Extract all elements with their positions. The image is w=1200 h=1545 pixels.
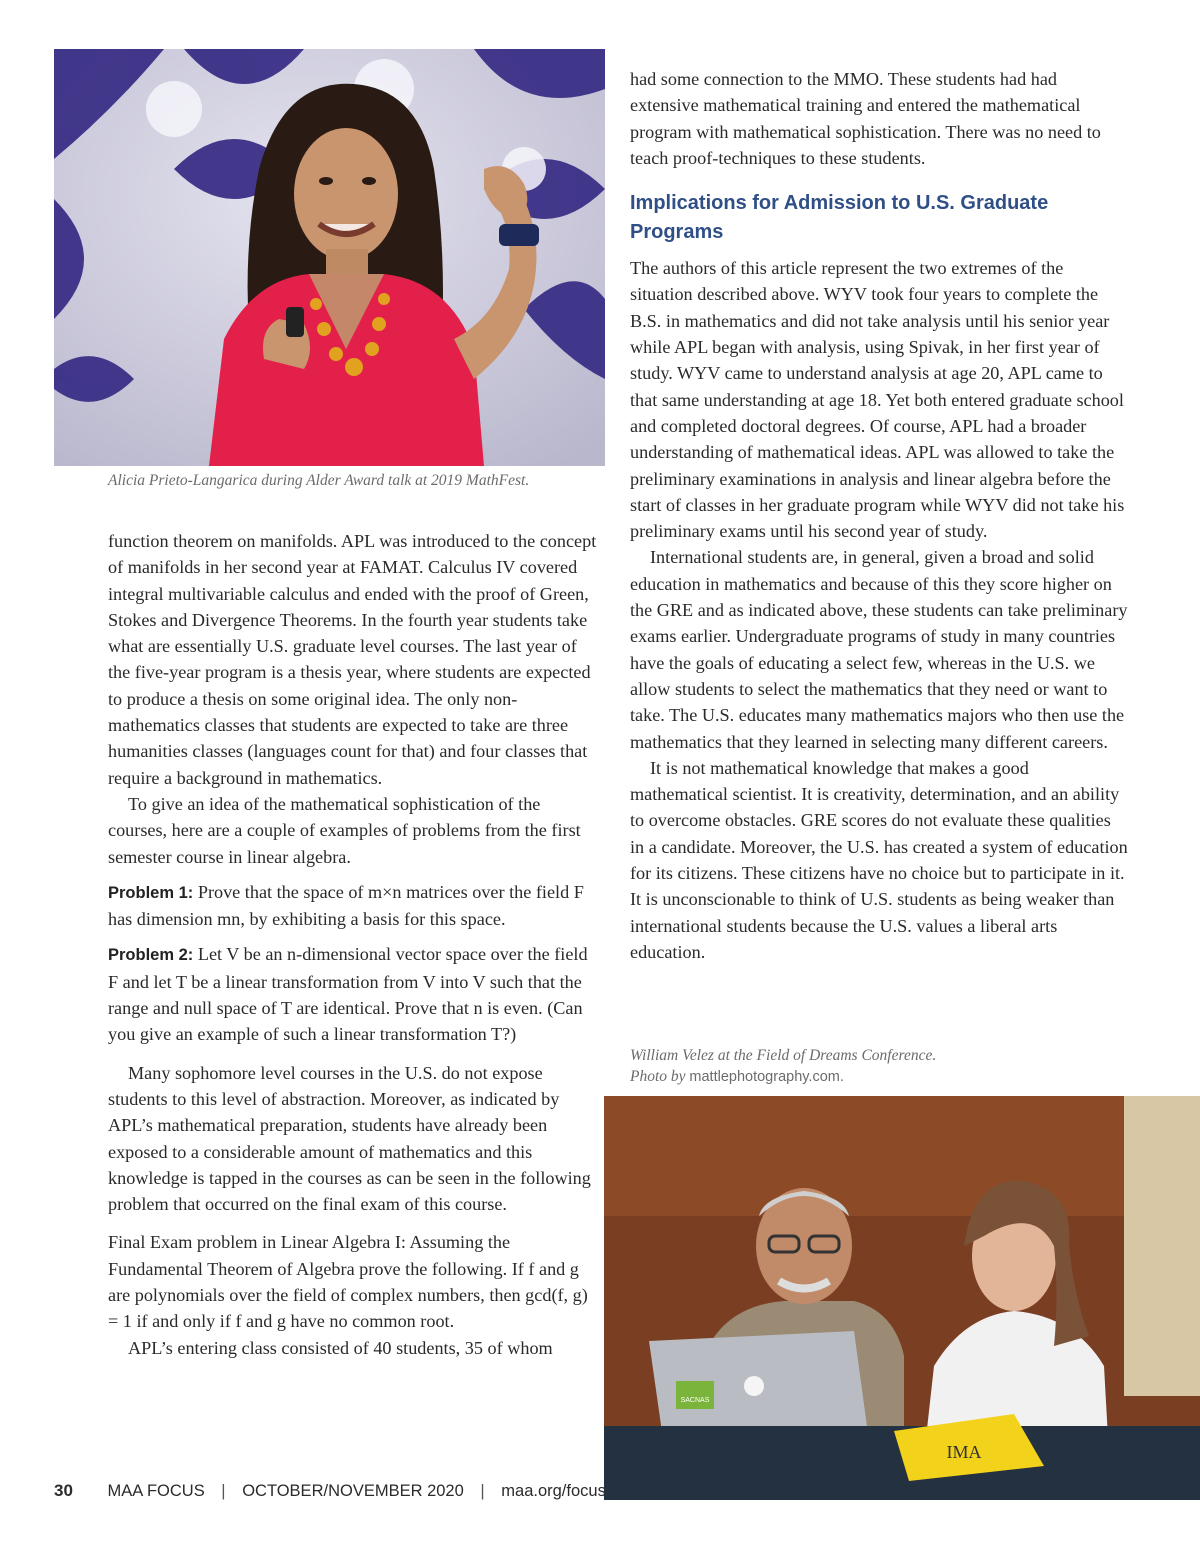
final-exam-problem: Final Exam problem in Linear Algebra I: Assuming the Fundamental Theorem of Algebra prove the following. If f and g are polynomials over the field of complex numbers, then gcd(f, g) = 1 if and only if f and g have no common root. <box>108 1232 588 1332</box>
speaker-photo-caption <box>108 470 608 491</box>
photo-credit <box>630 1066 1050 1088</box>
paragraph: To give an idea of the mathematical sophistication of the courses, here are a couple of examples of problems from the first semester course in linear algebra. <box>108 793 581 867</box>
caption-text: Alicia Prieto-Langarica during Alder Award talk at 2019 MathFest. <box>108 472 530 489</box>
paragraph: function theorem on manifolds. APL was introduced to the concept of manifolds in her second year at FAMAT. Calculus IV covered integral multivariable calculus and ended with the proof of Green, Stokes and Divergence Theorems. In the fourth year students take what are essentially U.S. graduate level courses. The last year of the five-year program is a thesis year, where students are expected to produce a thesis on some original idea. The only non-mathematics classes that students are expected to take are three humanities classes (languages count for that) and four classes that require a background in mathematics. <box>108 531 597 788</box>
separator: | <box>480 1482 485 1500</box>
speaker-photo <box>54 49 605 466</box>
sign-text: IMA <box>946 1442 982 1462</box>
problem-label: Problem 2: <box>108 946 194 965</box>
sticker-text: SACNAS <box>680 1397 710 1404</box>
credit-prefix: Photo by <box>630 1068 686 1085</box>
problem-2 <box>108 941 600 1047</box>
credit-site: mattlephotography.com. <box>689 1069 844 1085</box>
paragraph: The authors of this article represent the two extremes of the situation described above. WYV took four years to complete the B.S. in mathematics and did not take analysis until his senior year while APL began with analysis, using Spivak, in her first year of study. WYV came to understand analysis at age 20, APL came to that same understanding at age 18. Yet both entered graduate school and completed doctoral degrees. Of course, APL had a broader understanding of mathematical ideas. APL was allowed to take the preliminary examinations in analysis and linear algebra before the start of classes in her graduate program while WYV did not take his preliminary exams until his second year of study. <box>630 258 1125 542</box>
issue-date: OCTOBER/NOVEMBER 2020 <box>242 1482 464 1500</box>
conference-photo-caption <box>630 1045 1050 1088</box>
problem-1 <box>108 879 600 933</box>
paragraph: It is not mathematical knowledge that makes a good mathematical scientist. It is creativity, determination, and an ability to overcome obstacles. GRE scores do not evaluate these qualities in a candidate. Moreover, the U.S. has created a system of education for its citizens. These citizens have no choice but to participate in it. It is unconscionable to think of U.S. students as being weaker than international students because the U.S. values a liberal arts education. <box>630 757 1128 962</box>
problem-text: Prove that the space of m×n matrices over the field F has dimension mn, by exhibiting a basis for this space. <box>108 881 584 930</box>
problem-text: Let V be an n-dimensional vector space over the field F and let T be a linear transformation from V into V such that the range and null space of T are identical. Prove that n is even. (Can you give an example of such a linear transformation T?) <box>108 944 588 1045</box>
paragraph: International students are, in general, given a broad and solid education in mathematics and because of this they score higher on the GRE and as indicated above, these students can take preliminary exams earlier. Undergraduate programs of study in many countries have the goals of educating a select few, whereas in the U.S. we allow students to select the mathematics that they need or want to take. The U.S. educates many mathematics majors who then use the mathematics that they learned in selecting many different careers. <box>630 547 1128 752</box>
paragraph: Many sophomore level courses in the U.S. do not expose students to this level of abstraction. Moreover, as indicated by APL’s mathematical preparation, students have already been exposed to a considerable amount of mathematics and this knowledge is tapped in the courses as can be seen in the following problem that occurred on the final exam of this course. <box>108 1062 591 1215</box>
right-column <box>630 66 1128 965</box>
caption-text: William Velez at the Field of Dreams Conference. <box>630 1047 937 1064</box>
problem-label: Problem 1: <box>108 883 194 902</box>
conference-photo <box>604 1096 1200 1500</box>
paragraph: had some connection to the MMO. These students had had extensive mathematical training and entered the mathematical program with mathematical sophistication. There was no need to teach proof-techniques to these students. <box>630 69 1101 168</box>
site-url[interactable]: maa.org/focus <box>501 1482 606 1500</box>
page-number: 30 <box>54 1481 73 1500</box>
section-heading: Implications for Admission to U.S. Graduate Programs <box>630 192 1049 244</box>
separator: | <box>221 1482 226 1500</box>
page-footer <box>54 1481 606 1505</box>
publication-name: MAA FOCUS <box>107 1482 205 1500</box>
paragraph: APL’s entering class consisted of 40 students, 35 of whom <box>128 1337 553 1358</box>
left-column <box>108 528 600 1361</box>
